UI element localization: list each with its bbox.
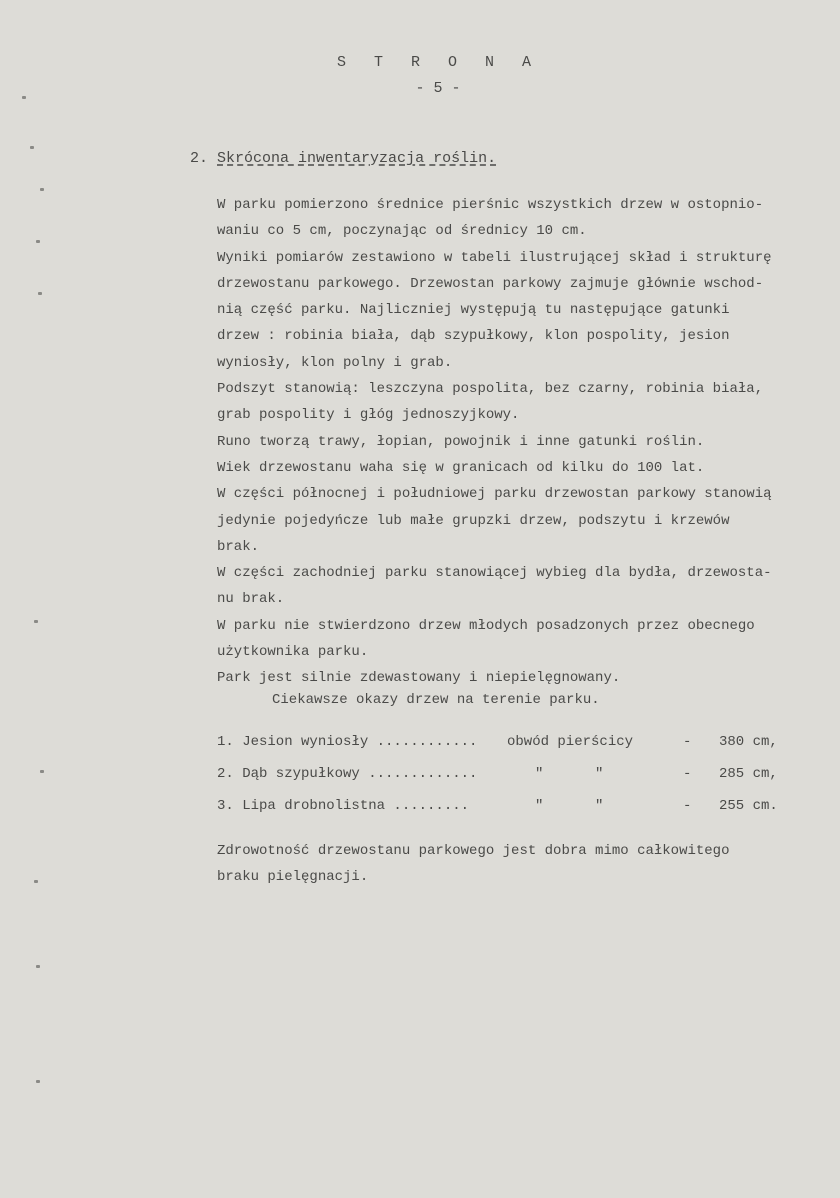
specimen-value: 255 cm. (719, 798, 778, 814)
body-line: Podszyt stanowią: leszczyna pospolita, bez czarny, robinia biała, (217, 381, 764, 398)
specimen-measure: " (535, 798, 544, 814)
specimen-row (217, 766, 797, 798)
specimen-measure: obwód pierścicy (507, 734, 634, 750)
margin-mark (36, 965, 40, 968)
specimen-name: 1. Jesion wyniosły ............ (217, 734, 478, 750)
margin-mark (30, 146, 34, 149)
body-line: jedynie pojedyńcze lub małe grupzki drzew, podszytu i krzewów (217, 512, 730, 529)
body-line: grab pospolity i głóg jednoszyjkowy. (217, 407, 520, 424)
margin-mark (36, 240, 40, 243)
specimens-list (217, 734, 797, 830)
specimens-heading: Ciekawsze okazy drzew na terenie parku. (272, 692, 600, 708)
specimen-ditto: " (595, 798, 604, 814)
specimen-dash: - (683, 766, 692, 782)
closing-line: Zdrowotność drzewostanu parkowego jest dobra mimo całkowitego (217, 843, 730, 859)
specimen-name: 3. Lipa drobnolistna ......... (217, 798, 470, 814)
body-text (217, 192, 827, 692)
specimen-row (217, 734, 797, 766)
header-letter: R (410, 54, 420, 71)
page-header-strona (14, 54, 840, 71)
body-line: brak. (217, 538, 260, 555)
specimen-name: 2. Dąb szypułkowy ............. (217, 766, 478, 782)
margin-mark (34, 620, 38, 623)
closing-line: braku pielęgnacji. (217, 869, 369, 886)
margin-mark (38, 292, 42, 295)
margin-mark (36, 1080, 40, 1083)
header-letter: S (336, 54, 346, 71)
body-line: nu brak. (217, 591, 285, 608)
body-line: drzewostanu parkowego. Drzewostan parkowy zajmuje głównie wschod- (217, 275, 764, 292)
specimen-dash: - (683, 798, 692, 814)
specimen-value: 285 cm, (719, 766, 778, 782)
margin-mark (40, 770, 44, 773)
section-title: Skrócona inwentaryzacja roślin. (217, 150, 497, 167)
section-heading (190, 150, 496, 167)
section-number: 2. (190, 150, 209, 167)
body-line: Runo tworzą trawy, łopian, powojnik i inne gatunki roślin. (217, 433, 705, 450)
body-line: użytkownika parku. (217, 644, 369, 661)
header-letter: A (521, 54, 531, 71)
closing-text (217, 838, 817, 891)
body-line: Wyniki pomiarów zestawiono w tabeli ilustrującej skład i strukturę (217, 249, 772, 266)
specimen-row (217, 798, 797, 830)
body-line: W części północnej i południowej parku drzewostan parkowy stanowią (217, 486, 772, 503)
margin-mark (40, 188, 44, 191)
body-line: wyniosły, klon polny i grab. (217, 354, 453, 371)
specimen-measure: " (535, 766, 544, 782)
page-number: - 5 - (415, 80, 461, 97)
body-line: W parku pomierzono średnice pierśnic wszystkich drzew w ostopnio- (217, 197, 764, 213)
body-line: Park jest silnie zdewastowany i niepielęgnowany. (217, 670, 621, 687)
body-line: W parku nie stwierdzono drzew młodych posadzonych przez obecnego (217, 617, 755, 634)
body-line: waniu co 5 cm, poczynając od średnicy 10 cm. (217, 223, 587, 240)
specimen-value: 380 cm, (719, 734, 778, 750)
specimen-ditto: " (595, 766, 604, 782)
header-letter: N (484, 54, 494, 71)
body-line: nią część parku. Najliczniej występują tu następujące gatunki (217, 302, 730, 319)
header-letter: T (373, 54, 383, 71)
header-letter: O (447, 54, 457, 71)
margin-mark (34, 880, 38, 883)
body-line: drzew : robinia biała, dąb szypułkowy, klon pospolity, jesion (217, 328, 730, 345)
body-line: W części zachodniej parku stanowiącej wybieg dla bydła, drzewosta- (217, 565, 772, 582)
specimen-dash: - (683, 734, 692, 750)
body-line: Wiek drzewostanu waha się w granicach od kilku do 100 lat. (217, 459, 705, 476)
